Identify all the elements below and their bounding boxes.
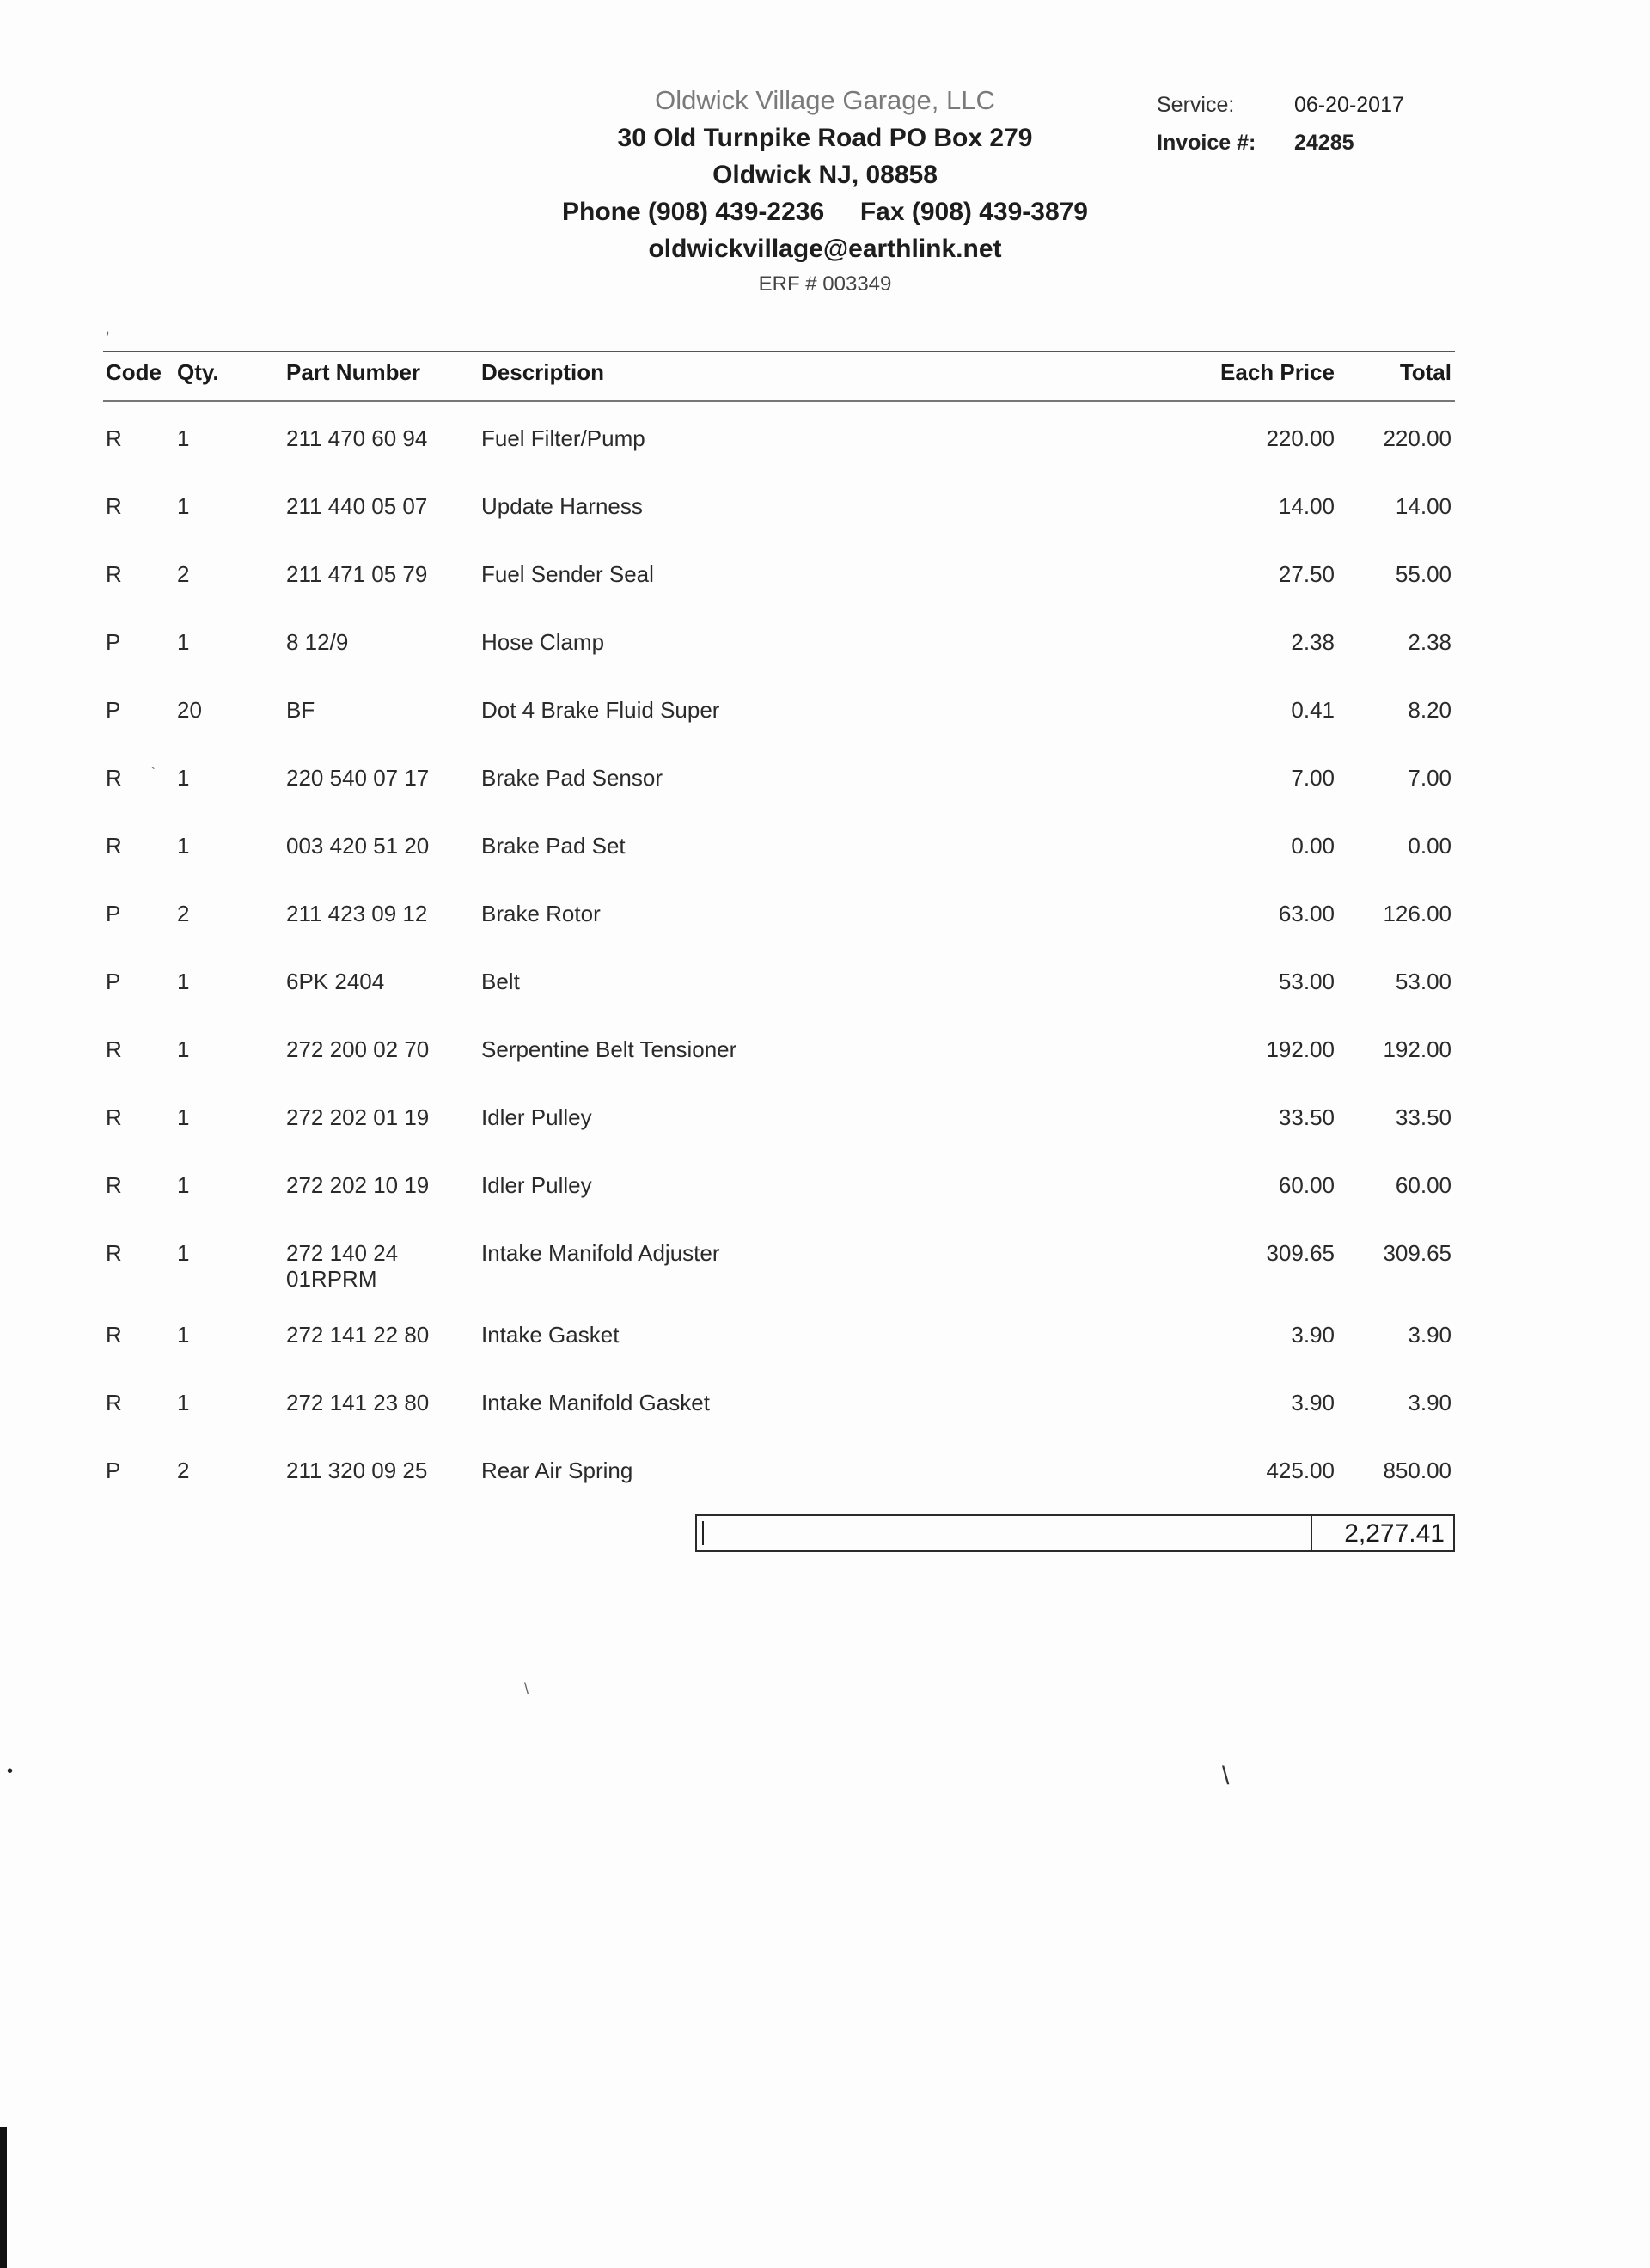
row-part-number: 220 540 07 17	[286, 765, 430, 791]
row-code: P	[106, 697, 121, 723]
row-part-number: 211 423 09 12	[286, 901, 428, 926]
company-name: Oldwick Village Garage, LLC	[655, 85, 995, 115]
grand-total-box	[695, 1514, 1455, 1552]
row-code: R	[106, 1240, 122, 1266]
row-qty: 2	[177, 561, 190, 587]
row-each-price: 63.00	[1278, 901, 1335, 926]
row-description: Intake Manifold Gasket	[481, 1390, 710, 1415]
service-row	[1157, 86, 1404, 124]
row-each-price: 60.00	[1278, 1172, 1335, 1198]
row-total: 850.00	[1383, 1458, 1451, 1483]
table-row	[0, 901, 1650, 969]
row-part-number: 272 200 02 70	[286, 1036, 430, 1062]
row-description: Idler Pulley	[481, 1172, 592, 1198]
row-total: 60.00	[1395, 1172, 1451, 1198]
header-code: Code	[106, 359, 162, 385]
table-row	[0, 629, 1650, 697]
row-code: R	[106, 1322, 122, 1348]
table-top-rule	[103, 351, 1455, 352]
row-qty: 1	[177, 629, 190, 655]
table-header	[0, 359, 1650, 397]
row-part-number: 272 202 10 19	[286, 1172, 430, 1198]
row-part-number: 6PK 2404	[286, 969, 385, 994]
row-qty: 1	[177, 493, 190, 519]
row-total: 14.00	[1395, 493, 1451, 519]
row-description: Hose Clamp	[481, 629, 605, 655]
row-each-price: 309.65	[1266, 1240, 1335, 1266]
row-part-number-line1: 272 140 24	[286, 1240, 399, 1266]
invoice-meta	[1157, 86, 1404, 162]
row-each-price: 192.00	[1266, 1036, 1335, 1062]
table-header-rule	[103, 400, 1455, 402]
row-total: 33.50	[1395, 1104, 1451, 1130]
erf-number: ERF # 003349	[758, 272, 892, 296]
row-qty: 1	[177, 1172, 190, 1198]
grand-total-amount: 2,277.41	[1344, 1519, 1445, 1548]
row-each-price: 53.00	[1278, 969, 1335, 994]
row-each-price: 7.00	[1291, 765, 1335, 791]
row-code: R	[106, 561, 122, 587]
row-part-number: 272 141 22 80	[286, 1322, 430, 1348]
total-box-marker	[702, 1521, 704, 1545]
scan-speck: \	[524, 1680, 529, 1697]
row-description: Idler Pulley	[481, 1104, 592, 1130]
row-part-number: 003 420 51 20	[286, 833, 430, 859]
row-description: Rear Air Spring	[481, 1458, 633, 1483]
row-code: R	[106, 833, 122, 859]
table-row	[0, 969, 1650, 1036]
company-city: Oldwick NJ, 08858	[712, 161, 938, 189]
row-qty: 1	[177, 969, 190, 994]
table-row	[0, 1322, 1650, 1390]
row-total: 192.00	[1383, 1036, 1451, 1062]
row-each-price: 0.41	[1291, 697, 1335, 723]
company-address: 30 Old Turnpike Road PO Box 279	[617, 124, 1033, 152]
row-code: R	[106, 1104, 122, 1130]
row-description: Intake Gasket	[481, 1322, 620, 1348]
row-total: 309.65	[1383, 1240, 1451, 1266]
header-each-price: Each Price	[1220, 359, 1335, 385]
row-qty: 1	[177, 765, 190, 791]
row-qty: 1	[177, 1036, 190, 1062]
line-items	[0, 425, 1650, 1525]
service-label: Service:	[1157, 92, 1235, 117]
row-total: 7.00	[1408, 765, 1451, 791]
row-code: R	[106, 1172, 122, 1198]
row-code: R	[106, 493, 122, 519]
row-each-price: 3.90	[1291, 1322, 1335, 1348]
row-code: R	[106, 1390, 122, 1415]
row-qty: 1	[177, 833, 190, 859]
table-row	[0, 1104, 1650, 1172]
table-row	[0, 1240, 1650, 1322]
scan-edge-mark	[0, 2127, 7, 2268]
row-description: Belt	[481, 969, 520, 994]
row-description: Brake Pad Sensor	[481, 765, 663, 791]
row-each-price: 27.50	[1278, 561, 1335, 587]
row-description: Update Harness	[481, 493, 643, 519]
scan-speck: \	[1222, 1762, 1230, 1790]
row-qty: 1	[177, 425, 190, 451]
row-description: Dot 4 Brake Fluid Super	[481, 697, 720, 723]
header-qty: Qty.	[177, 359, 219, 385]
row-part-number: 272 141 23 80	[286, 1390, 430, 1415]
row-total: 0.00	[1408, 833, 1451, 859]
row-total: 2.38	[1408, 629, 1451, 655]
table-row	[0, 1172, 1650, 1240]
service-date: 06-20-2017	[1294, 92, 1404, 117]
row-total: 220.00	[1383, 425, 1451, 451]
row-part-number: 211 440 05 07	[286, 493, 428, 519]
row-description: Serpentine Belt Tensioner	[481, 1036, 737, 1062]
row-qty: 1	[177, 1104, 190, 1130]
row-qty: 1	[177, 1322, 190, 1348]
row-each-price: 0.00	[1291, 833, 1335, 859]
invoice-row	[1157, 124, 1404, 162]
row-qty: 1	[177, 1390, 190, 1415]
row-part-number: BF	[286, 697, 315, 723]
row-description: Fuel Filter/Pump	[481, 425, 645, 451]
row-total: 3.90	[1408, 1390, 1451, 1415]
table-row	[0, 1390, 1650, 1458]
table-row	[0, 493, 1650, 561]
row-code: R	[106, 425, 122, 451]
row-code: R	[106, 765, 122, 791]
total-box-divider	[1311, 1516, 1312, 1550]
scan-speck: •	[7, 1762, 14, 1781]
table-row	[0, 697, 1650, 765]
row-code: P	[106, 969, 121, 994]
row-description: Fuel Sender Seal	[481, 561, 654, 587]
row-total: 3.90	[1408, 1322, 1451, 1348]
row-each-price: 425.00	[1266, 1458, 1335, 1483]
row-part-number: 211 320 09 25	[286, 1458, 428, 1483]
table-row	[0, 765, 1650, 833]
row-qty: 2	[177, 1458, 190, 1483]
row-each-price: 220.00	[1266, 425, 1335, 451]
invoice-number: 24285	[1294, 130, 1354, 155]
row-code: R	[106, 1036, 122, 1062]
invoice-label: Invoice #:	[1157, 130, 1256, 155]
table-row	[0, 425, 1650, 493]
row-each-price: 33.50	[1278, 1104, 1335, 1130]
scan-speck: ,	[105, 316, 111, 338]
header-total: Total	[1399, 359, 1451, 385]
row-each-price: 2.38	[1291, 629, 1335, 655]
row-qty: 1	[177, 1240, 190, 1266]
row-code: P	[106, 901, 121, 926]
row-description: Intake Manifold Adjuster	[481, 1240, 720, 1266]
scan-speck: `	[150, 765, 156, 782]
row-part-number: 272 202 01 19	[286, 1104, 430, 1130]
header-part-number: Part Number	[286, 359, 421, 385]
row-qty: 2	[177, 901, 190, 926]
row-total: 53.00	[1395, 969, 1451, 994]
header-description: Description	[481, 359, 605, 385]
company-header	[481, 82, 1169, 302]
company-phone-fax: Phone (908) 439-2236 Fax (908) 439-3879	[561, 198, 1088, 226]
row-each-price: 3.90	[1291, 1390, 1335, 1415]
row-part-number: 8 12/9	[286, 629, 349, 655]
table-row	[0, 833, 1650, 901]
table-row	[0, 561, 1650, 629]
company-email: oldwickvillage@earthlink.net	[648, 235, 1002, 263]
row-code: P	[106, 1458, 121, 1483]
row-part-number	[286, 1240, 398, 1292]
row-description: Brake Rotor	[481, 901, 601, 926]
row-each-price: 14.00	[1278, 493, 1335, 519]
row-code: P	[106, 629, 121, 655]
table-row	[0, 1036, 1650, 1104]
row-total: 126.00	[1383, 901, 1451, 926]
row-total: 8.20	[1408, 697, 1451, 723]
row-part-number-line2: 01RPRM	[286, 1266, 377, 1292]
row-description: Brake Pad Set	[481, 833, 626, 859]
row-qty: 20	[177, 697, 202, 723]
row-part-number: 211 471 05 79	[286, 561, 428, 587]
row-part-number: 211 470 60 94	[286, 425, 428, 451]
row-total: 55.00	[1395, 561, 1451, 587]
